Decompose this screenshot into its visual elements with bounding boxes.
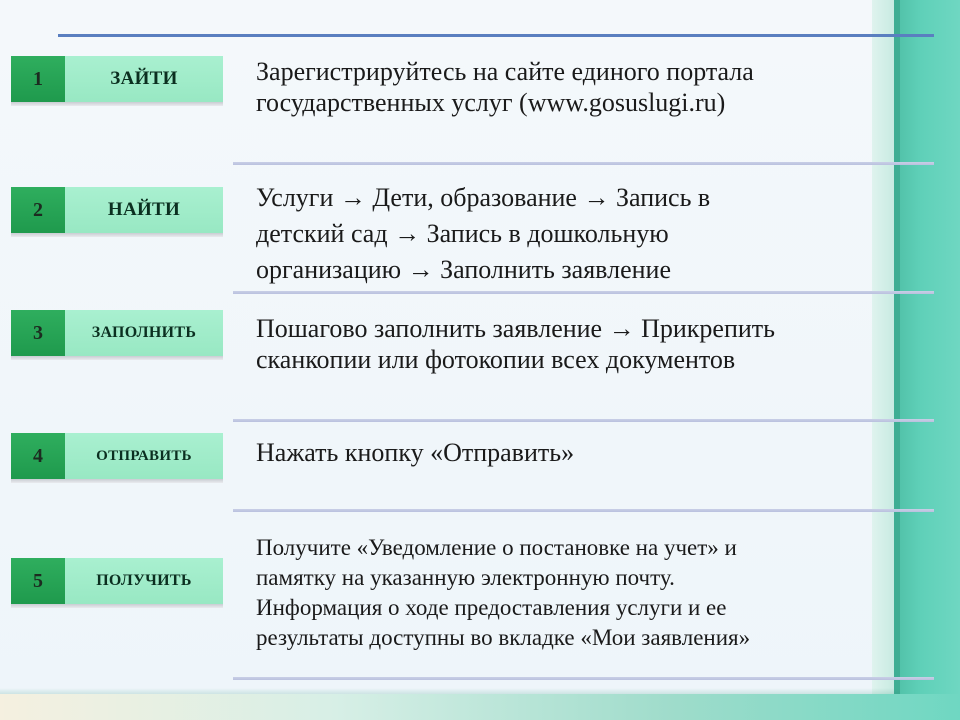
step-shadow — [11, 233, 223, 237]
step-number: 4 — [11, 433, 65, 479]
row-divider — [233, 291, 934, 294]
step-shadow — [11, 102, 223, 106]
step-3-box — [11, 310, 223, 360]
row-divider — [233, 677, 934, 680]
description-line: результаты доступны во вкладке «Мои заявления» — [256, 625, 751, 650]
decorative-bottom-band — [0, 694, 960, 720]
row-divider — [233, 162, 934, 165]
description-line: Услуги → Дети, образование → Запись в — [256, 183, 711, 212]
step-number: 2 — [11, 187, 65, 233]
step-shadow — [11, 479, 223, 483]
decorative-stripe-light — [872, 0, 894, 720]
header-divider — [58, 34, 934, 37]
description-line: Получите «Уведомление о постановке на учет» и — [256, 535, 737, 560]
description-line: Нажать кнопку «Отправить» — [256, 438, 575, 467]
description-line: памятку на указанную электронную почту. — [256, 565, 675, 590]
decorative-stripe-dark — [894, 0, 900, 700]
step-number: 5 — [11, 558, 65, 604]
step-1-box — [11, 56, 223, 106]
step-label: НАЙТИ — [65, 187, 223, 233]
description-line: детский сад → Запись в дошкольную — [256, 219, 669, 248]
step-2-box — [11, 187, 223, 237]
step-label: ЗАПОЛНИТЬ — [65, 310, 223, 356]
step-5-box — [11, 558, 223, 608]
step-3-description — [256, 313, 775, 375]
step-4-description — [256, 437, 574, 468]
row-divider — [233, 509, 934, 512]
step-5-description — [256, 533, 750, 653]
step-4-box — [11, 433, 223, 483]
step-1-description — [256, 56, 754, 118]
decorative-stripe-teal — [894, 0, 960, 720]
description-line: Пошагово заполнить заявление → Прикрепить — [256, 314, 776, 343]
description-line: сканкопии или фотокопии всех документов — [256, 345, 736, 374]
step-number: 3 — [11, 310, 65, 356]
step-2-description — [256, 180, 710, 288]
step-shadow — [11, 604, 223, 608]
step-label: ПОЛУЧИТЬ — [65, 558, 223, 604]
step-number: 1 — [11, 56, 65, 102]
description-line: организацию → Заполнить заявление — [256, 255, 671, 284]
step-label: ОТПРАВИТЬ — [65, 433, 223, 479]
step-label: ЗАЙТИ — [65, 56, 223, 102]
description-line: государственных услуг (www.gosuslugi.ru) — [256, 88, 726, 117]
row-divider — [233, 419, 934, 422]
description-line: Зарегистрируйтесь на сайте единого портала — [256, 57, 754, 86]
step-shadow — [11, 356, 223, 360]
description-line: Информация о ходе предоставления услуги и ее — [256, 595, 727, 620]
